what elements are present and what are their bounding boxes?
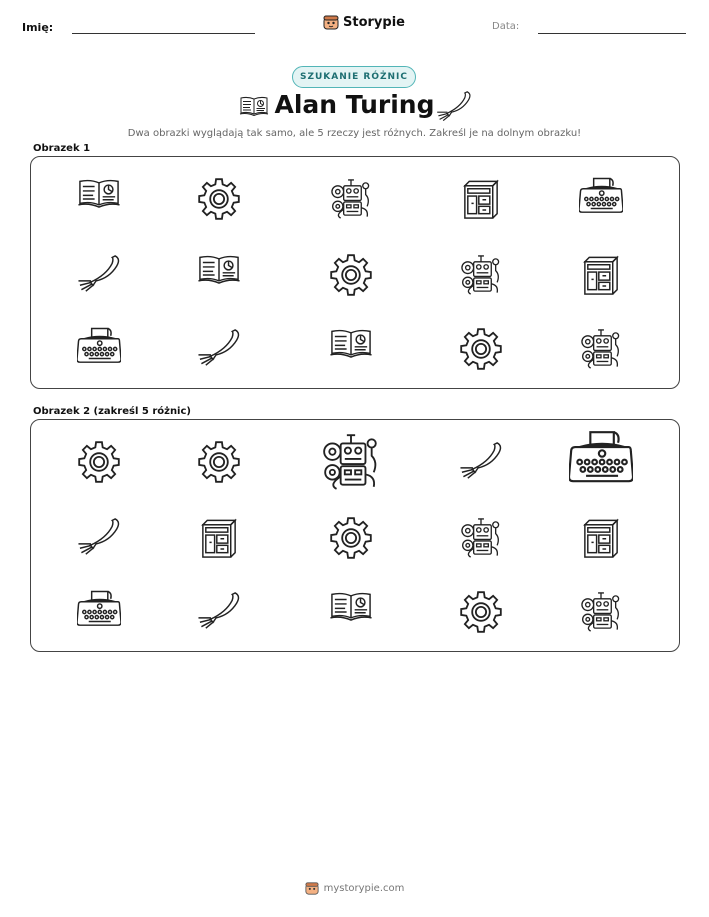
typewriter-icon[interactable]	[77, 590, 121, 634]
book-icon[interactable]	[77, 177, 121, 221]
machine-icon[interactable]	[579, 590, 623, 634]
cabinet-icon[interactable]	[459, 177, 503, 221]
gear-icon[interactable]	[329, 516, 373, 560]
typewriter-icon[interactable]	[579, 177, 623, 221]
gear-icon[interactable]	[197, 440, 241, 484]
brand-name: Storypie	[343, 14, 405, 30]
date-label: Data:	[492, 21, 520, 32]
gear-icon[interactable]	[459, 327, 503, 371]
name-label: Imię:	[22, 21, 54, 34]
footer-url[interactable]: mystorypie.com	[323, 882, 405, 894]
book-icon[interactable]	[197, 253, 241, 297]
gear-icon[interactable]	[77, 440, 121, 484]
cable-icon[interactable]	[77, 253, 121, 297]
cable-icon[interactable]	[197, 327, 241, 371]
machine-icon[interactable]	[329, 177, 373, 221]
title-cable-icon	[436, 89, 472, 125]
instructions: Dwa obrazki wyglądają tak samo, ale 5 rzeczy jest różnych. Zakreśl je na dolnym obrazku!	[127, 128, 582, 139]
cabinet-icon[interactable]	[579, 253, 623, 297]
machine-icon[interactable]	[579, 327, 623, 371]
machine-icon[interactable]	[320, 431, 382, 493]
machine-icon[interactable]	[459, 516, 503, 560]
gear-icon[interactable]	[459, 590, 503, 634]
page-title: Alan Turing	[274, 90, 435, 119]
cable-icon[interactable]	[77, 516, 121, 560]
picture-1-panel[interactable]	[30, 156, 680, 389]
machine-icon[interactable]	[459, 253, 503, 297]
activity-badge: SZUKANIE RÓŻNIC	[292, 66, 416, 88]
gear-icon[interactable]	[329, 253, 373, 297]
date-field[interactable]	[538, 33, 686, 34]
book-icon[interactable]	[329, 590, 373, 634]
typewriter-icon[interactable]	[77, 327, 121, 371]
cabinet-icon[interactable]	[579, 516, 623, 560]
cable-icon[interactable]	[197, 590, 241, 634]
brand-logo	[323, 14, 405, 30]
pie-mascot-icon	[305, 881, 319, 895]
name-field[interactable]	[72, 33, 255, 34]
typewriter-icon[interactable]	[569, 430, 633, 494]
picture-2-label: Obrazek 2 (zakreśl 5 różnic)	[33, 406, 191, 417]
picture-2-panel[interactable]	[30, 419, 680, 652]
gear-icon[interactable]	[197, 177, 241, 221]
pie-mascot-icon	[323, 14, 339, 30]
book-icon[interactable]	[329, 327, 373, 371]
footer	[0, 881, 709, 895]
cable-icon[interactable]	[459, 440, 503, 484]
picture-1-label: Obrazek 1	[33, 143, 91, 154]
cabinet-icon[interactable]	[197, 516, 241, 560]
